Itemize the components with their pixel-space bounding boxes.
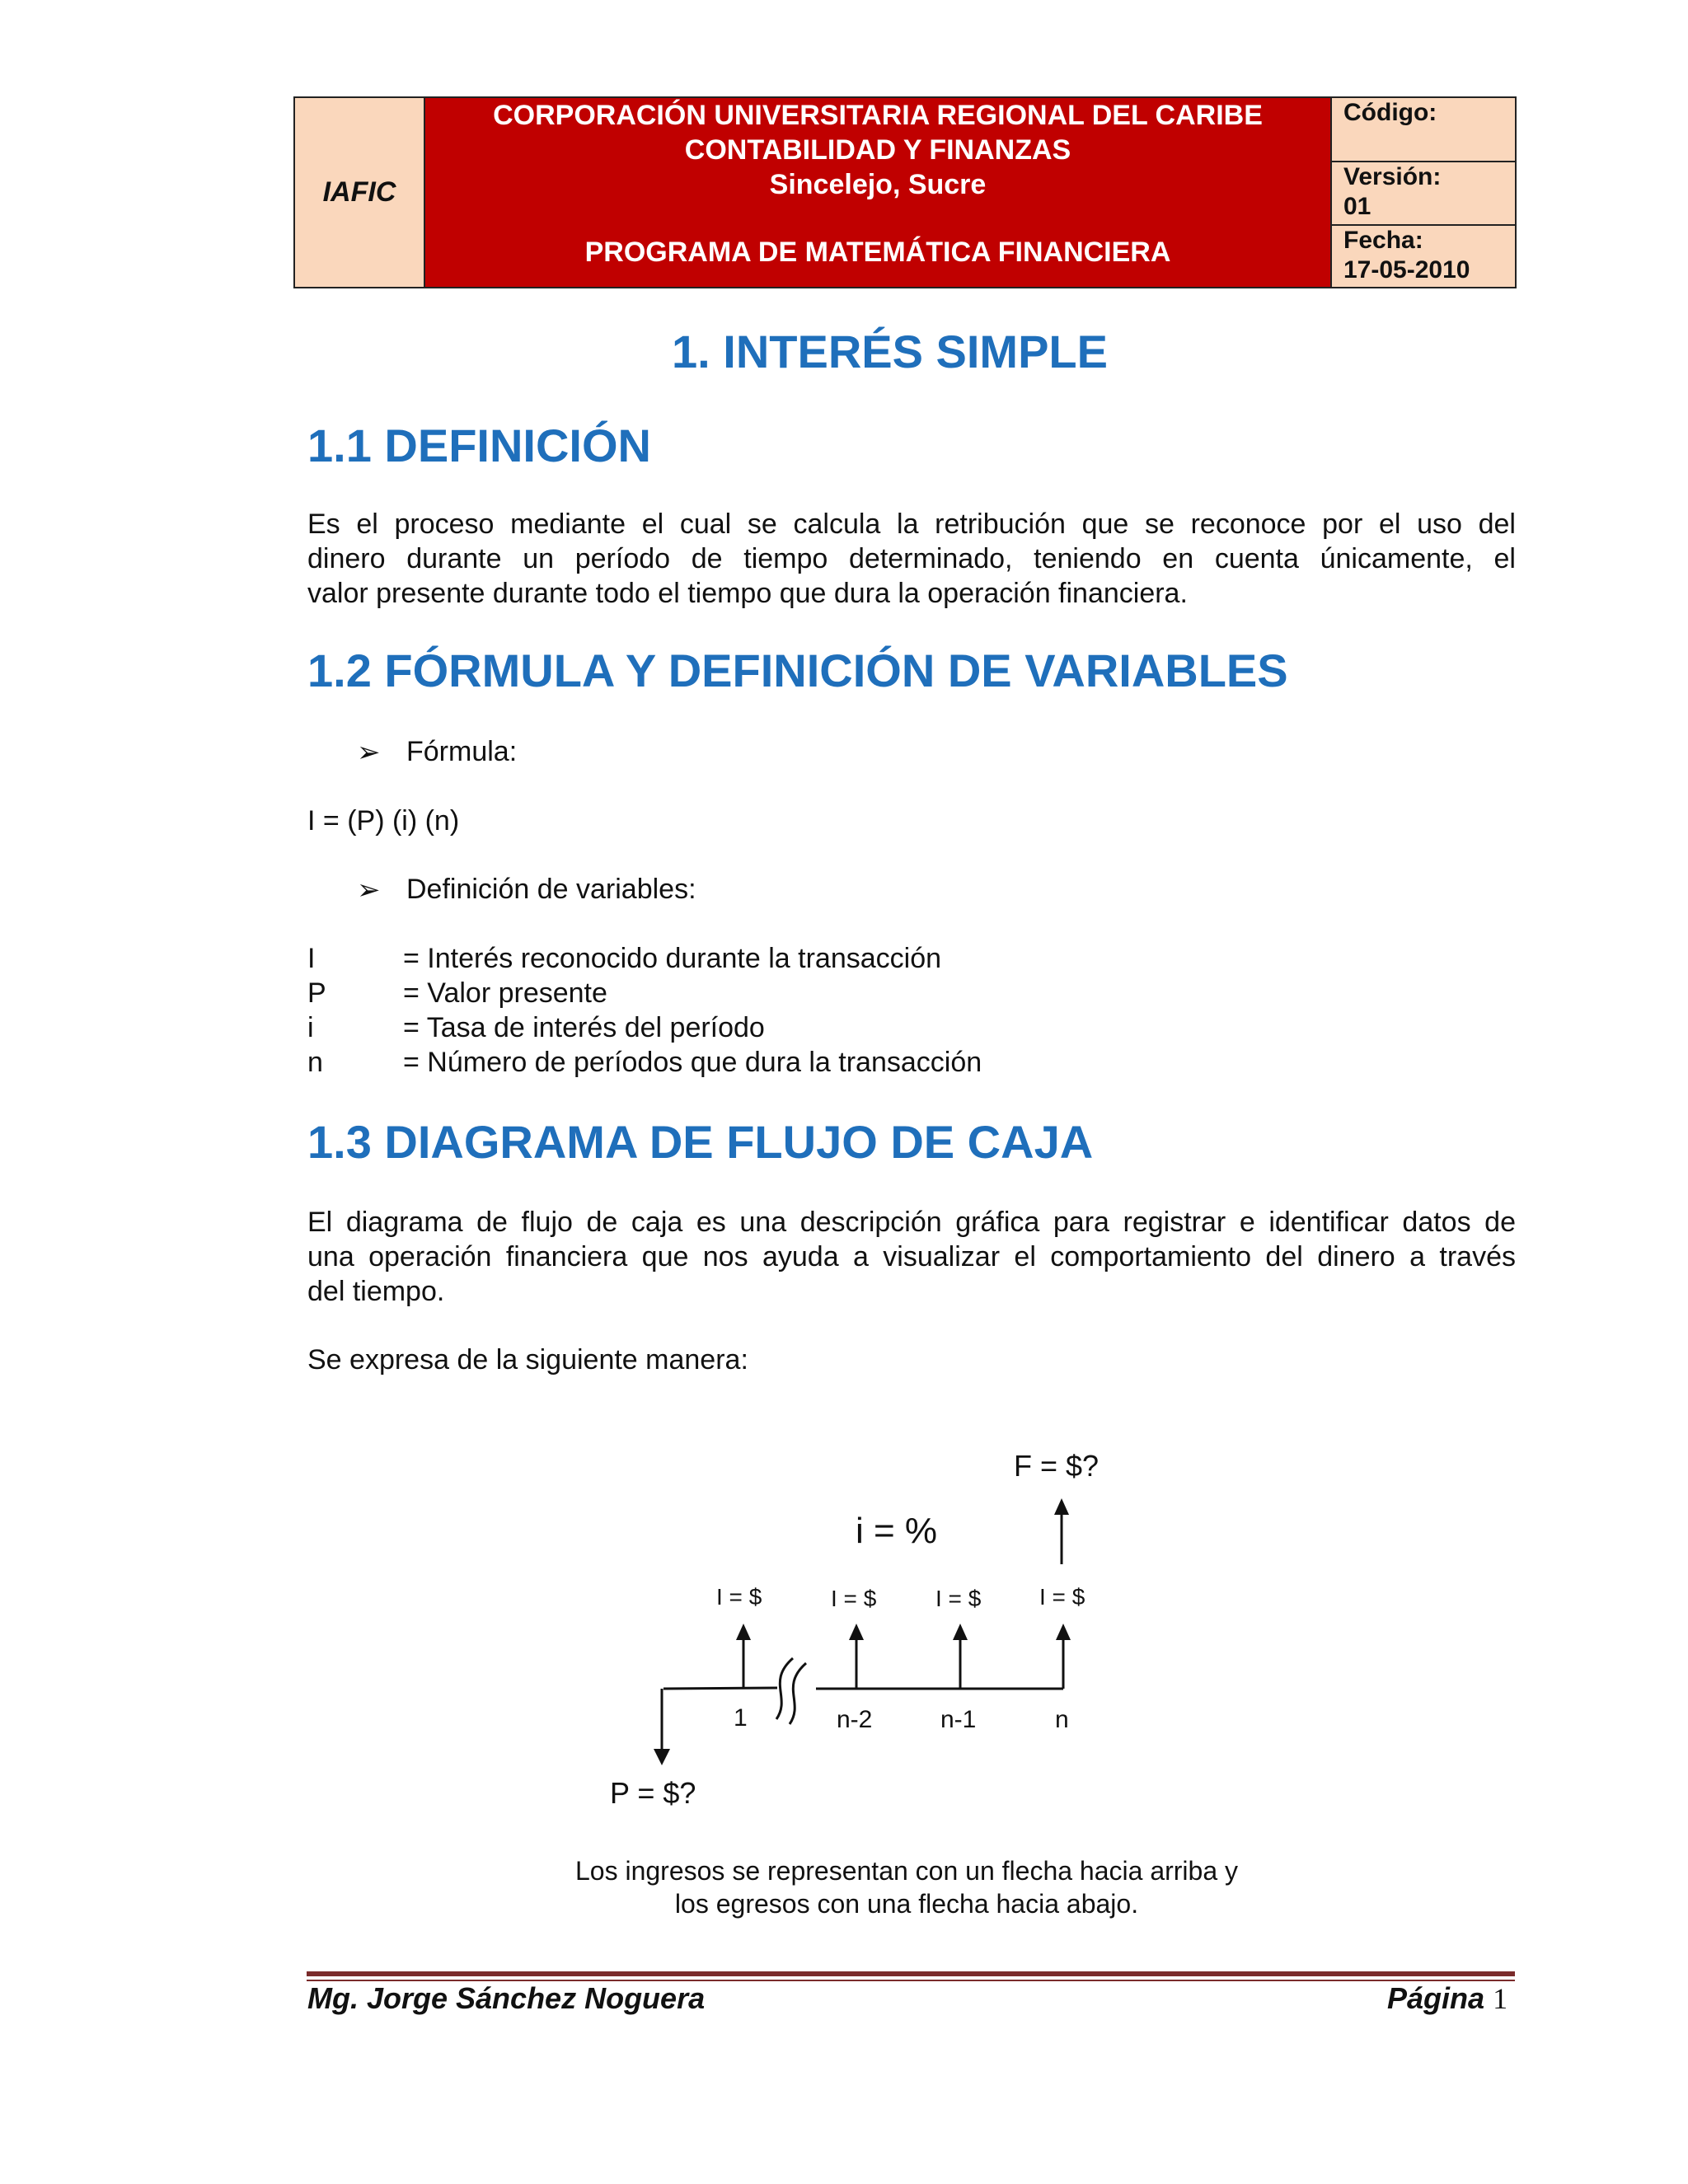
present-value-label: P = $?	[610, 1776, 696, 1810]
header-city: Sincelejo, Sucre	[769, 169, 987, 200]
future-value-arrow-icon	[1054, 1498, 1069, 1515]
document-header	[293, 96, 1517, 288]
variable-description: = Número de períodos que dura la transacción	[403, 1047, 982, 1078]
inflow-arrow-icon	[953, 1624, 968, 1640]
header-date-value: 17-05-2010	[1343, 256, 1470, 284]
header-institution: CORPORACIÓN UNIVERSITARIA REGIONAL DEL CARIBE	[493, 100, 1263, 131]
header-code-label: Código:	[1343, 99, 1437, 126]
bullet-arrow-icon: ➢	[357, 737, 381, 768]
footer-page	[1387, 1981, 1507, 2016]
inflow-arrow-icon	[1056, 1624, 1071, 1640]
variable-description: = Interés reconocido durante la transacción	[403, 943, 942, 974]
footer-author: Mg. Jorge Sánchez Noguera	[307, 1981, 706, 2015]
variable-symbol: P	[307, 977, 326, 1009]
variable-description: = Valor presente	[403, 977, 607, 1009]
caption-line: Los ingresos se representan con un flecha hacia arriba y	[574, 1856, 1239, 1886]
period-label: 1	[734, 1704, 748, 1732]
period-label: n-2	[837, 1706, 873, 1733]
page-title: 1. INTERÉS SIMPLE	[672, 326, 1108, 377]
bullet-variables-label: Definición de variables:	[406, 874, 696, 905]
expresa-text: Se expresa de la siguiente manera:	[307, 1344, 748, 1376]
caption-line: los egresos con una flecha hacia abajo.	[674, 1889, 1139, 1919]
paragraph-line: dinero durante un período de tiempo determinado, teniendo en cuenta únicamente, el	[307, 543, 1516, 574]
header-date-label: Fecha:	[1343, 227, 1423, 254]
timeline-left-segment	[663, 1688, 777, 1689]
interest-label: I = $	[716, 1584, 762, 1610]
header-program: PROGRAMA DE MATEMÁTICA FINANCIERA	[584, 237, 1171, 268]
paragraph-line: una operación financiera que nos ayuda a visualizar el comportamiento del dinero a través	[307, 1241, 1516, 1272]
header-left-cell	[295, 98, 425, 287]
definicion-paragraph	[307, 507, 1516, 611]
timeline-break-mark	[776, 1658, 793, 1719]
future-value-label: F = $?	[1014, 1449, 1100, 1483]
formula-text: I = (P) (i) (n)	[307, 805, 460, 837]
interest-label: I = $	[935, 1586, 982, 1611]
period-label: n	[1055, 1706, 1069, 1733]
inflow-arrow-icon	[849, 1624, 864, 1640]
interest-rate-label: i = %	[856, 1511, 938, 1551]
footer-page-number: 1	[1493, 1982, 1508, 2015]
header-right-cell	[1332, 98, 1515, 287]
section-heading-definicion: 1.1 DEFINICIÓN	[307, 419, 651, 471]
inflow-arrow-icon	[736, 1624, 751, 1640]
section-heading-diagrama: 1.3 DIAGRAMA DE FLUJO DE CAJA	[307, 1116, 1094, 1168]
variable-symbol: n	[307, 1047, 323, 1078]
section-heading-formula: 1.2 FÓRMULA Y DEFINICIÓN DE VARIABLES	[307, 644, 1288, 696]
variable-symbol: I	[307, 943, 316, 974]
timeline-break-mark	[790, 1663, 806, 1724]
bullet-formula-label: Fórmula:	[406, 736, 518, 767]
header-faculty: CONTABILIDAD Y FINANZAS	[684, 134, 1071, 166]
header-version-label: Versión:	[1343, 163, 1442, 190]
outflow-arrow-icon	[654, 1749, 670, 1765]
paragraph-line: El diagrama de flujo de caja es una descripción gráfica para registrar e identificar datos de	[307, 1207, 1516, 1238]
diagram-caption	[453, 1854, 1360, 1920]
paragraph-line: del tiempo.	[307, 1276, 445, 1307]
bullet-arrow-icon: ➢	[357, 874, 381, 906]
footer-page-label: Página	[1387, 1981, 1485, 2015]
header-version-value: 01	[1343, 193, 1372, 220]
header-center-cell	[425, 98, 1332, 287]
paragraph-line: Es el proceso mediante el cual se calcula la retribución que se reconoce por el uso del	[307, 509, 1516, 540]
header-left-label: IAFIC	[322, 176, 396, 208]
interest-label: I = $	[831, 1586, 877, 1611]
interest-label: I = $	[1039, 1584, 1085, 1610]
footer-rule	[307, 1971, 1515, 1976]
variable-symbol: i	[307, 1012, 314, 1043]
diagrama-paragraph	[307, 1205, 1516, 1309]
period-label: n-1	[940, 1706, 977, 1733]
variable-description: = Tasa de interés del período	[403, 1012, 765, 1043]
paragraph-line: valor presente durante todo el tiempo que dura la operación financiera.	[307, 578, 1188, 609]
